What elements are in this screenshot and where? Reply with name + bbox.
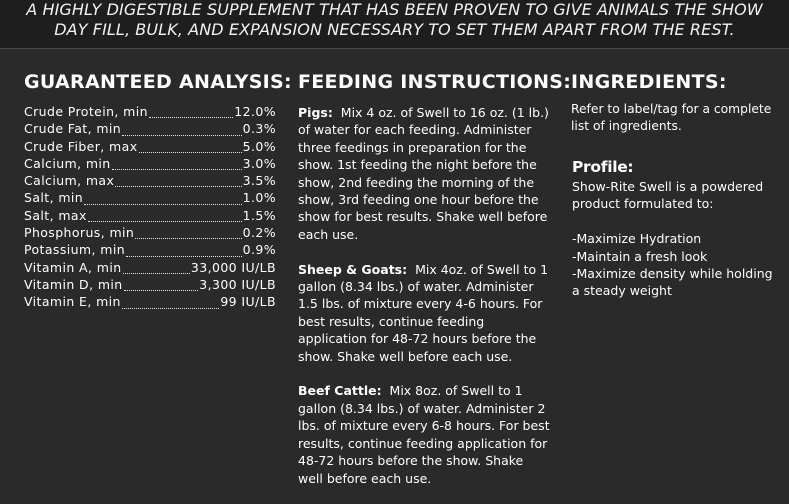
analysis-row <box>24 139 276 156</box>
analysis-row <box>24 260 276 277</box>
analysis-label: Salt, min <box>24 190 84 206</box>
analysis-label: Crude Fiber, max <box>24 138 138 154</box>
feeding-text: Mix 8oz. of Swell to 1 gallon (8.34 lbs.) of water. Administer 2 lbs. of mixture every 6-8 hours. For best results, continue feeding application for 48-72 hours before the show. Shake well before each use. <box>298 383 550 486</box>
leader-dots <box>123 262 190 274</box>
top-banner <box>0 0 789 49</box>
profile-bullet: -Maintain a fresh look <box>572 248 708 264</box>
leader-dots <box>84 193 242 205</box>
leader-dots <box>135 227 241 239</box>
analysis-label: Potassium, min <box>24 242 126 258</box>
leader-dots <box>126 245 242 257</box>
analysis-label: Vitamin E, min <box>24 294 121 310</box>
feeding-text: Mix 4oz. of Swell to 1 gallon (8.34 lbs.) of water. Administer 1.5 lbs. of mixture every 4-6 hours. For best results, continue feeding application for 48-72 hours before the show. Shake well before each use. <box>298 261 549 364</box>
feeding-beef-cattle <box>298 382 552 486</box>
profile-section <box>572 178 777 300</box>
analysis-label: Vitamin A, min <box>24 259 122 275</box>
feeding-sheep-goats <box>298 261 552 365</box>
analysis-value: 1.5% <box>242 207 276 223</box>
feeding-heading: FEEDING INSTRUCTIONS: <box>298 71 572 93</box>
analysis-label: Calcium, min <box>24 155 111 171</box>
profile-bullet: -Maximize density while holding a steady weight <box>572 266 773 299</box>
analysis-row <box>24 173 276 190</box>
leader-dots <box>149 106 233 118</box>
analysis-label: Phosphorus, min <box>24 225 135 241</box>
leader-dots <box>124 279 199 291</box>
analysis-value: 1.0% <box>242 190 276 206</box>
feeding-text: Mix 4 oz. of Swell to 16 oz. (1 lb.) of water for each feeding. Administer three feedings in preparation for the show. 1st feeding the night before the show, 2nd feeding the morning of the show, 3rd feeding one hour before the show for best results. Shake well before each use. <box>298 105 549 242</box>
analysis-row <box>24 121 276 138</box>
analysis-label: Crude Protein, min <box>24 104 148 119</box>
analysis-row <box>24 190 276 207</box>
leader-dots <box>122 297 219 309</box>
analysis-label: Salt, max <box>24 207 87 223</box>
analysis-row <box>24 104 276 121</box>
banner-line-1: A HIGHLY DIGESTIBLE SUPPLEMENT THAT HAS BEEN PROVEN TO GIVE ANIMALS THE SHOW <box>26 0 763 19</box>
ingredients-section <box>571 101 776 134</box>
species-label: Sheep & Goats: <box>298 261 408 277</box>
leader-dots <box>88 210 242 222</box>
analysis-label: Crude Fat, min <box>24 121 122 137</box>
analysis-row <box>24 156 276 173</box>
profile-intro: Show-Rite Swell is a powdered product formulated to: <box>572 179 764 212</box>
analysis-label: Vitamin D, min <box>24 276 123 292</box>
analysis-row <box>24 208 276 225</box>
feeding-pigs <box>298 104 552 243</box>
leader-dots <box>139 141 242 153</box>
profile-bullet: -Maximize Hydration <box>572 231 702 247</box>
species-label: Beef Cattle: <box>298 383 382 399</box>
analysis-value: 3.5% <box>242 173 276 189</box>
spacer <box>572 213 777 230</box>
analysis-value: 0.2% <box>242 225 276 241</box>
analysis-value: 3,300 IU/LB <box>199 276 276 292</box>
analysis-row <box>24 277 276 294</box>
analysis-value: 33,000 IU/LB <box>190 259 276 275</box>
analysis-value: 0.9% <box>242 242 276 258</box>
analysis-table <box>24 104 276 312</box>
analysis-value: 3.0% <box>242 155 276 171</box>
leader-dots <box>112 158 242 170</box>
banner-line-2: DAY FILL, BULK, AND EXPANSION NECESSARY TO SET THEM APART FROM THE REST. <box>54 20 735 39</box>
analysis-row <box>24 225 276 242</box>
analysis-value: 12.0% <box>234 104 276 119</box>
analysis-value: 99 IU/LB <box>220 294 276 310</box>
feeding-instructions <box>298 104 552 504</box>
analysis-row <box>24 294 276 311</box>
analysis-row <box>24 242 276 259</box>
species-label: Pigs: <box>298 105 333 120</box>
analysis-value: 5.0% <box>242 138 276 154</box>
ingredients-text: Refer to label/tag for a complete list of ingredients. <box>571 102 772 133</box>
profile-heading: Profile: <box>572 158 634 176</box>
ingredients-heading: INGREDIENTS: <box>571 71 727 93</box>
leader-dots <box>122 124 242 136</box>
analysis-heading: GUARANTEED ANALYSIS: <box>24 71 292 93</box>
analysis-label: Calcium, max <box>24 173 115 189</box>
analysis-value: 0.3% <box>242 121 276 137</box>
leader-dots <box>115 175 241 187</box>
